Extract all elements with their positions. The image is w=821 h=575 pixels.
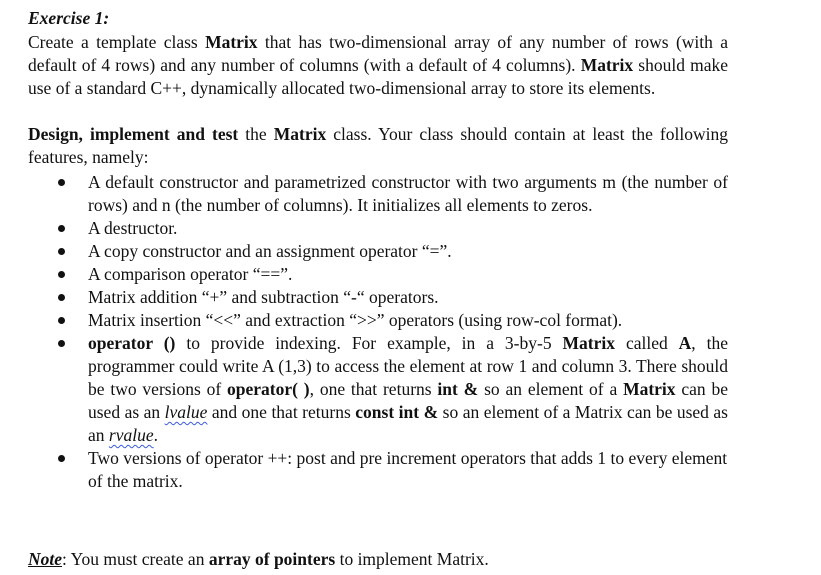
feature-text: , the programmer could write A (1,3) to access the element at row 1 and column 3. There should be two versions of <box>88 333 728 399</box>
bullet-icon <box>58 294 65 301</box>
feature-text: Matrix addition “+” and subtraction “-“ operators. <box>88 287 439 307</box>
note-emphasis: array of pointers <box>208 549 336 569</box>
feature-text: A copy constructor and an assignment operator “=”. <box>88 241 452 261</box>
list-item <box>28 332 728 447</box>
design-text: class. Your class should contain at least the following features, namely: <box>28 124 728 167</box>
matrix-term: Matrix <box>580 55 634 75</box>
feature-text: to provide indexing. For example, in a 3-by-5 <box>175 333 563 353</box>
design-text: the <box>238 124 274 144</box>
bullet-icon <box>58 179 65 186</box>
feature-text: , one that returns <box>309 379 438 399</box>
bullet-icon <box>58 317 65 324</box>
feature-text: A default constructor and parametrized constructor with two arguments m (the number of rows) and n (the number of columns). It initializes all elements to zeros. <box>88 172 728 215</box>
list-item <box>28 286 728 309</box>
bullet-icon <box>58 340 65 347</box>
feature-text: and one that returns <box>207 402 356 422</box>
intro-text: should make use of a standard C++, dynamically allocated two-dimensional array to store its elements. <box>28 55 728 98</box>
list-item <box>28 447 728 493</box>
operator-term: operator () <box>88 333 176 353</box>
feature-text: Two versions of operator ++: post and pre increment operators that adds 1 to every element of the matrix. <box>88 448 728 491</box>
feature-text: called <box>615 333 679 353</box>
feature-text: so an element of a Matrix can be used as an <box>88 402 728 445</box>
design-paragraph <box>28 123 728 169</box>
list-item <box>28 171 728 217</box>
list-item <box>28 217 728 240</box>
note-paragraph <box>28 548 728 571</box>
bullet-icon <box>58 225 65 232</box>
matrix-name: A <box>678 333 692 353</box>
feature-text: A comparison operator “==”. <box>88 264 293 284</box>
matrix-term: Matrix <box>205 32 258 52</box>
return-type: const int & <box>355 402 439 422</box>
exercise-title: Exercise 1: <box>28 8 110 28</box>
intro-paragraph <box>28 31 728 100</box>
feature-text: can be used as an <box>88 379 729 422</box>
bullet-icon <box>58 455 65 462</box>
feature-text: Matrix insertion “<<” and extraction “>>” operators (using row-col format). <box>88 310 623 330</box>
intro-text: Create a template class <box>28 32 206 52</box>
list-item <box>28 240 728 263</box>
feature-text: so an element of a <box>478 379 624 399</box>
design-lead: Design, implement and test <box>28 124 239 144</box>
matrix-term: Matrix <box>562 333 615 353</box>
feature-list <box>28 171 728 493</box>
bullet-icon <box>58 271 65 278</box>
list-item <box>28 309 728 332</box>
list-item <box>28 263 728 286</box>
operator-term: operator( ) <box>227 379 310 399</box>
return-type: int & <box>437 379 479 399</box>
feature-text: A destructor. <box>88 218 178 238</box>
lvalue-term: lvalue <box>164 402 208 422</box>
intro-text: that has two-dimensional array of any number of rows (with a default of 4 rows) and any number of columns (with a default of 4 columns). <box>28 32 729 75</box>
note-text: : You must create an <box>62 549 209 569</box>
note-text: to implement Matrix. <box>335 549 489 569</box>
matrix-term: Matrix <box>273 124 327 144</box>
bullet-icon <box>58 248 65 255</box>
rvalue-term: rvalue <box>108 425 154 445</box>
matrix-term: Matrix <box>623 379 676 399</box>
feature-text: . <box>153 425 158 445</box>
note-label: Note <box>28 549 63 569</box>
